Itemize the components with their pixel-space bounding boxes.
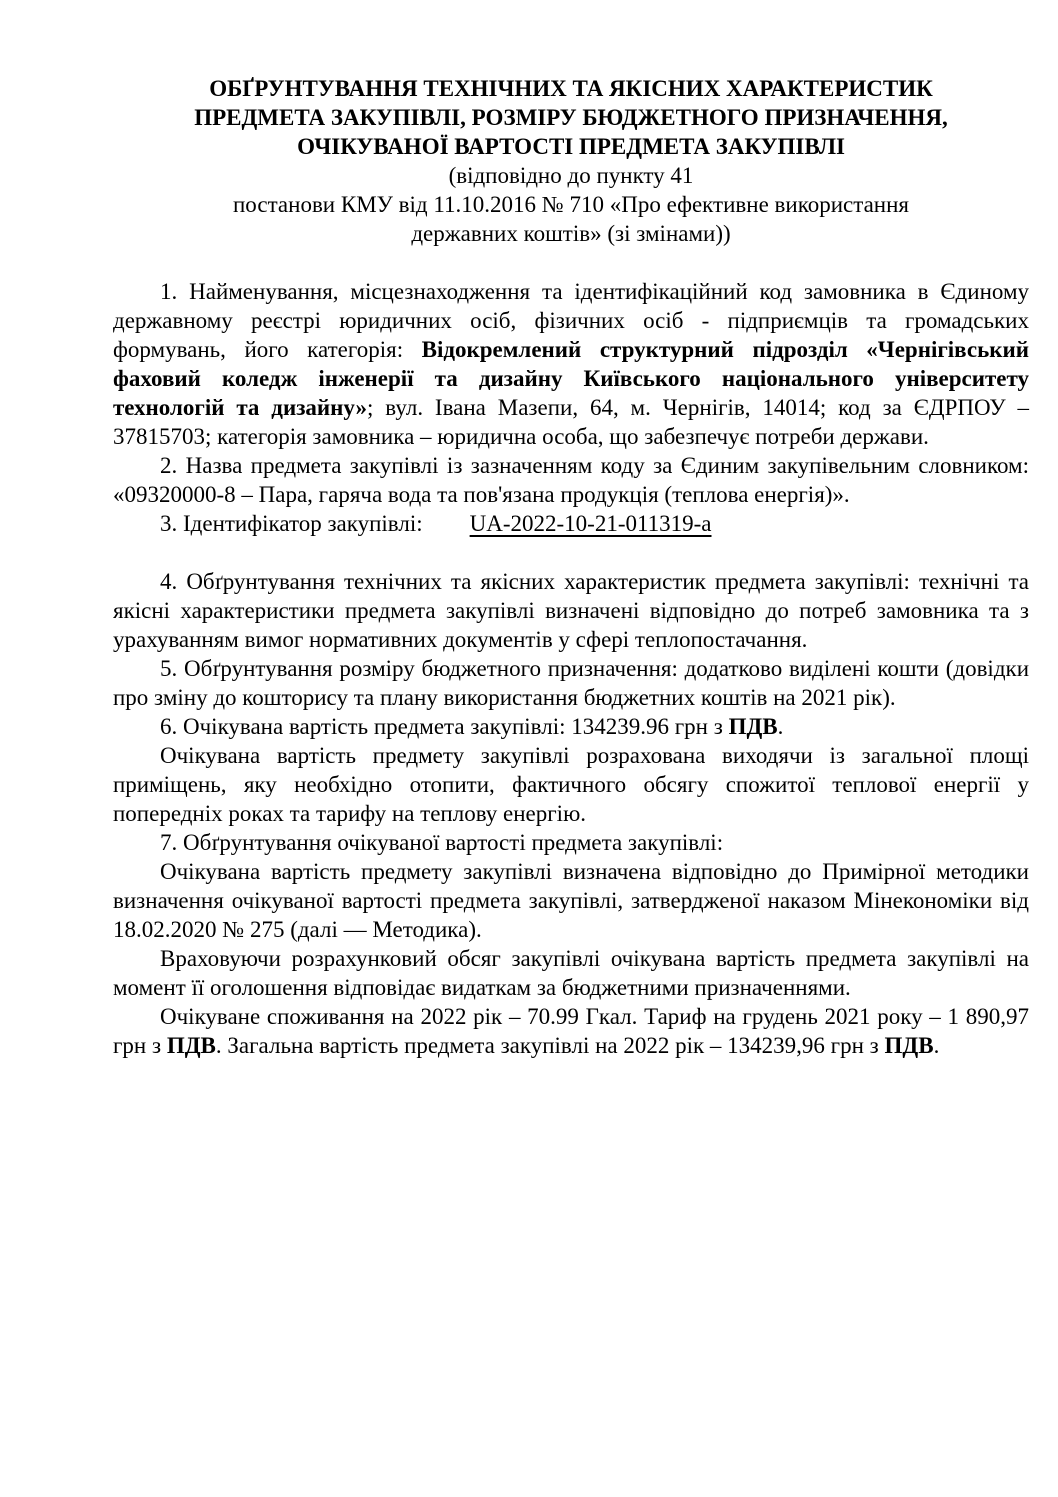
paragraph-5-budget-justification: 5. Обґрунтування розміру бюджетного призначення: додатково виділені кошти (довідки про зміну до кошторису та плану використання бюджетних коштів на 2021 рік). [113, 656, 1029, 710]
vat-abbr-bold-2: ПДВ [166, 1033, 216, 1058]
title-subline-2: постанови КМУ від 11.10.2016 № 710 «Про ефективне використання [233, 192, 909, 217]
paragraph-11-text-2: . Загальна вартість предмета закупівлі на 2022 рік – 134239,96 грн з [215, 1033, 885, 1058]
document-title [113, 74, 1029, 248]
paragraph-10-budget-compliance: Враховуючи розрахунковий обсяг закупівлі очікувана вартість предмета закупівлі на момент її оголошення відповідає видаткам за бюджетними призначеннями. [113, 946, 1029, 1000]
procurement-id-value: UA-2022-10-21-011319-a [469, 511, 712, 536]
procurement-id-label: 3. Ідентифікатор закупівлі: [160, 511, 423, 536]
paragraph-2-procurement-subject: 2. Назва предмета закупівлі із зазначенням коду за Єдиним закупівельним словником: «09320000-8 – Пара, гаряча вода та пов'язана продукція (теплова енергія)». [113, 453, 1029, 507]
title-line-1: ОБҐРУНТУВАННЯ ТЕХНІЧНИХ ТА ЯКІСНИХ ХАРАКТЕРИСТИК [209, 76, 933, 101]
title-subline-3: державних коштів» (зі змінами)) [411, 221, 731, 246]
paragraph-11-period: . [933, 1033, 940, 1058]
paragraph-1-text-start: 1. Найменування, місцезнаходження та ідентифікаційний код замовника в Єдиному державному реєстрі юридичних осіб, фізичних осіб - підприємців та громадських формувань, його категорія: [113, 279, 1029, 362]
vat-abbr-bold-3: ПДВ [884, 1033, 934, 1058]
paragraph-4-technical-justification: 4. Обґрунтування технічних та якісних характеристик предмета закупівлі: технічні та якісні характеристики предмета закупівлі визначені відповідно до потреб замовника та з урахуванням вимог нормативних документів у сфері теплопостачання. [113, 569, 1029, 652]
paragraph-8-expected-value-justification: 7. Обґрунтування очікуваної вартості предмета закупівлі: [160, 830, 724, 855]
title-line-2: ПРЕДМЕТА ЗАКУПІВЛІ, РОЗМІРУ БЮДЖЕТНОГО ПРИЗНАЧЕННЯ, [194, 105, 948, 130]
title-line-3: ОЧІКУВАНОЇ ВАРТОСТІ ПРЕДМЕТА ЗАКУПІВЛІ [297, 134, 845, 159]
paragraph-3-procurement-id [113, 509, 1029, 538]
title-subline-1: (відповідно до пункту 41 [448, 163, 694, 188]
paragraph-9-methodology: Очікувана вартість предмету закупівлі визначена відповідно до Примірної методики визначення очікуваної вартості предмета закупівлі, затвердженої наказом Мінекономіки від 18.02.2020 № 275 (далі — Методика). [113, 859, 1029, 942]
paragraph-6-period: . [777, 714, 784, 739]
vat-abbr-bold-1: ПДВ [728, 714, 778, 739]
paragraph-6-text: 6. Очікувана вартість предмета закупівлі: 134239.96 грн з [160, 714, 729, 739]
paragraph-11-consumption-tariff [113, 1002, 1029, 1060]
paragraph-7-value-calculation: Очікувана вартість предмету закупівлі розрахована виходячи із загальної площі приміщень, яку необхідно отопити, фактичного обсягу спожитої теплової енергії у попередніх роках та тарифу на теплову енергію. [113, 743, 1029, 826]
paragraph-11-text-1: Очікуване споживання на 2022 рік – 70.99 Гкал. Тариф на грудень 2021 року – 1 890,97 грн з [113, 1004, 1029, 1058]
customer-name-bold: Відокремлений структурний підрозділ «Чернігівський фаховий коледж інженерії та дизайну Київського національного університету технологій та дизайну» [113, 337, 1029, 420]
paragraph-1-text-end: ; вул. Івана Мазепи, 64, м. Чернігів, 14014; код за ЄДРПОУ – 37815703; категорія замовника – юридична особа, що забезпечує потреби держави. [113, 395, 1029, 449]
paragraph-6-expected-value [113, 712, 1029, 741]
paragraph-1-customer-info [113, 277, 1029, 451]
